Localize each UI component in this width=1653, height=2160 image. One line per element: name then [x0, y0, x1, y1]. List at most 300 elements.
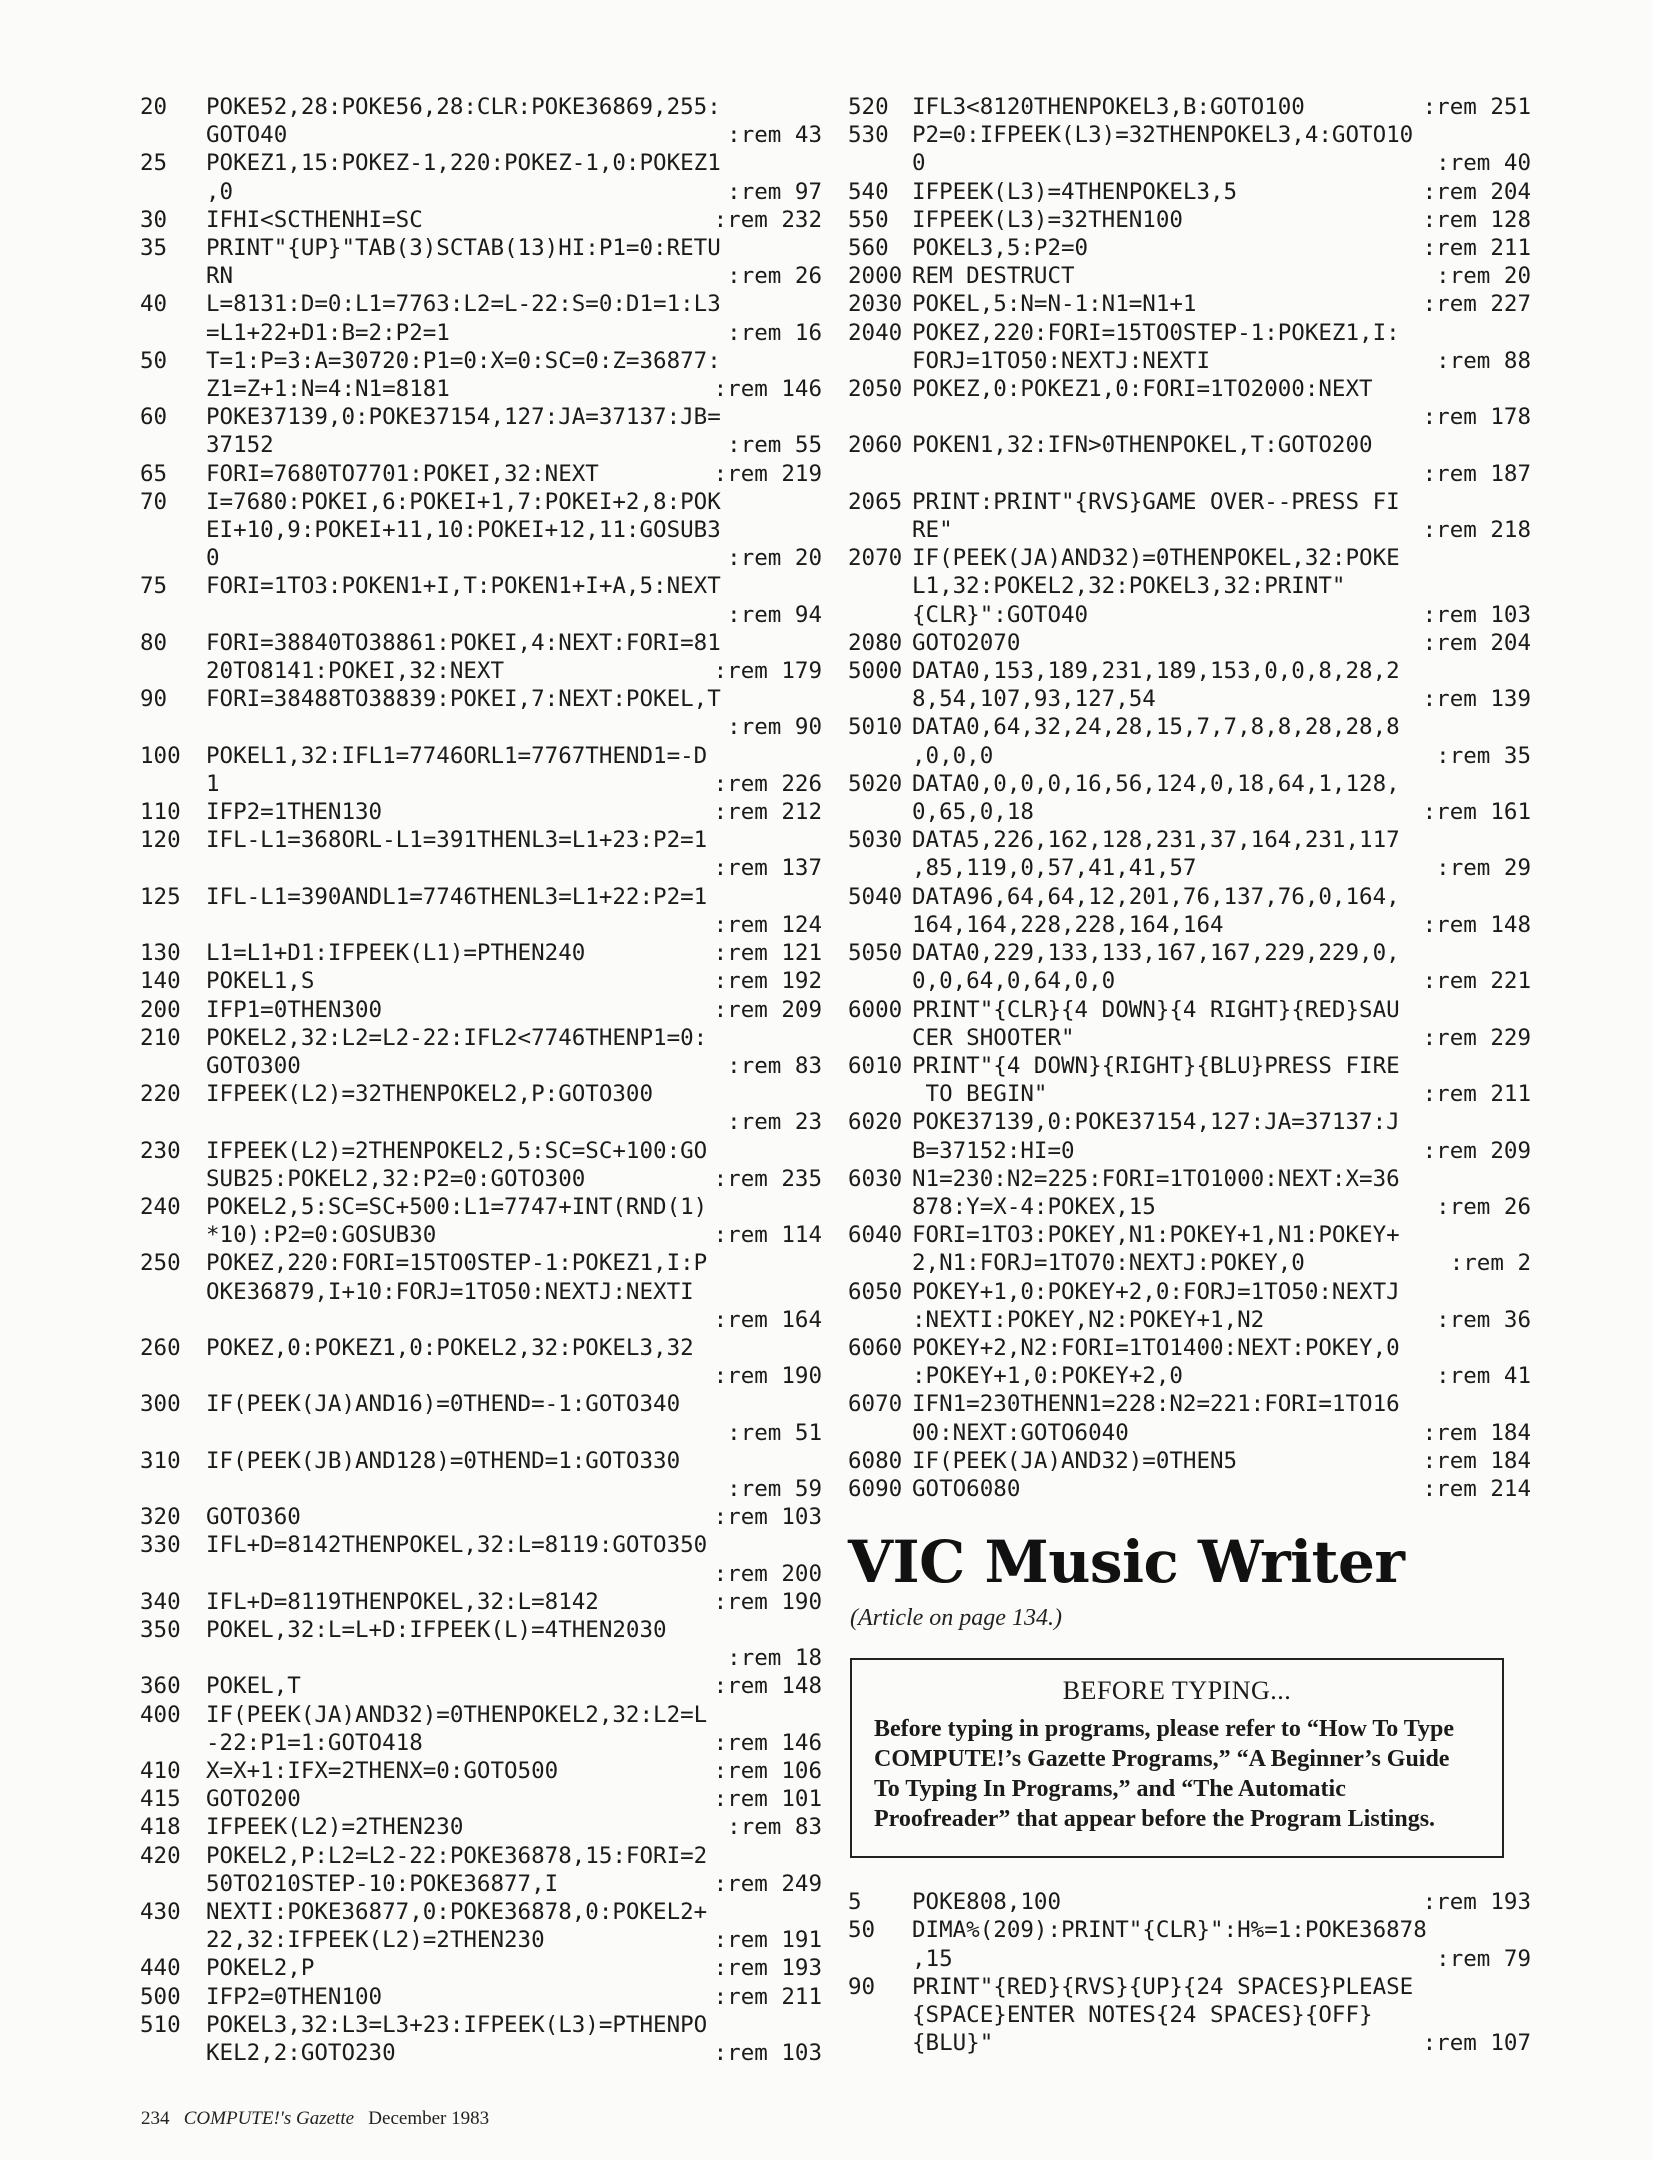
line-number: 2030 — [848, 291, 903, 318]
magazine-name: COMPUTE!'s Gazette — [183, 2108, 355, 2129]
line-number: 2080 — [848, 629, 903, 656]
box-text: Before typing in programs, please refer to “How To Type COMPUTE!’s Gazette Programs,” “A Beginner’s Guide To Typing In Programs,” and “The Automatic Proofreader” that appear before the Program Listings. — [874, 1716, 1454, 1833]
listing-line — [140, 206, 822, 234]
line-number: 5020 — [848, 770, 903, 797]
checksum-rem: :rem 204 — [1422, 629, 1531, 656]
listing-line — [848, 996, 1531, 1052]
listing-line — [848, 375, 1531, 431]
line-number: 410 — [140, 1757, 181, 1784]
checksum-rem: :rem 18 — [727, 1645, 822, 1672]
checksum-rem: :rem 190 — [713, 1588, 822, 1615]
listing-line — [848, 770, 1531, 826]
listing-line — [140, 572, 822, 628]
code-text: POKEL2,5:SC=SC+500:L1=7747+INT(RND(1) — [206, 1193, 708, 1220]
line-number: 100 — [140, 742, 181, 769]
article-title: VIC Music Writer — [848, 1528, 1405, 1597]
code-text: FORI=1TO3:POKEY,N1:POKEY+1,N1:POKEY+ — [912, 1222, 1400, 1249]
left-column — [140, 93, 822, 2067]
checksum-rem: :rem 209 — [713, 996, 822, 1023]
line-number: 5000 — [848, 658, 903, 685]
code-text: L=8131:D=0:L1=7763:L2=L-22:S=0:D1=1:L3 — [206, 291, 721, 318]
line-number: 230 — [140, 1137, 181, 1164]
code-text: DATA5,226,162,128,231,37,164,231,117 — [912, 827, 1400, 854]
listing-line — [848, 1221, 1531, 1277]
line-number: 6050 — [848, 1278, 903, 1305]
listing-line — [140, 93, 822, 149]
line-number: 5050 — [848, 940, 903, 967]
code-text: 8,54,107,93,127,54 — [912, 686, 1156, 713]
code-text: IFP2=1THEN130 — [206, 799, 383, 826]
code-text: DIMA%(209):PRINT"{CLR}":H%=1:POKE36878 — [912, 1917, 1427, 1944]
checksum-rem: :rem 41 — [1436, 1363, 1531, 1390]
line-number: 80 — [140, 629, 168, 656]
code-text: GOTO300 — [206, 1052, 301, 1079]
listing-line — [140, 1616, 822, 1672]
listing-line — [848, 121, 1531, 177]
checksum-rem: :rem 88 — [1436, 347, 1531, 374]
right-column — [848, 93, 1531, 2057]
code-text: 1 — [206, 770, 220, 797]
line-number: 120 — [140, 827, 181, 854]
checksum-rem: :rem 146 — [713, 376, 822, 403]
code-text: POKEL2,P — [206, 1955, 315, 1982]
listing-line — [140, 1842, 822, 1898]
listing-line — [848, 1916, 1531, 1972]
code-text: L1=L1+D1:IFPEEK(L1)=PTHEN240 — [206, 940, 586, 967]
code-text: IFL-L1=368ORL-L1=391THENL3=L1+23:P2=1 — [206, 827, 708, 854]
line-number: 550 — [848, 206, 889, 233]
listing-line — [140, 1080, 822, 1136]
code-text: IFPEEK(L2)=2THENPOKEL2,5:SC=SC+100:GO — [206, 1137, 708, 1164]
checksum-rem: :rem 114 — [713, 1222, 822, 1249]
checksum-rem: :rem 211 — [1422, 1081, 1531, 1108]
line-number: 5040 — [848, 883, 903, 910]
code-text: ,0 — [206, 178, 234, 205]
code-text: 50TO210STEP-10:POKE36877,I — [206, 1870, 559, 1897]
line-number: 6070 — [848, 1391, 903, 1418]
line-number: 360 — [140, 1673, 181, 1700]
checksum-rem: :rem 36 — [1436, 1306, 1531, 1333]
listing-line — [140, 488, 822, 573]
line-number: 540 — [848, 178, 889, 205]
listing-line — [848, 883, 1531, 939]
line-number: 140 — [140, 968, 181, 995]
line-number: 220 — [140, 1081, 181, 1108]
code-text: IF(PEEK(JA)AND32)=0THENPOKEL2,32:L2=L — [206, 1701, 708, 1728]
listing-line — [140, 290, 822, 346]
checksum-rem: :rem 43 — [727, 122, 822, 149]
line-number: 130 — [140, 940, 181, 967]
checksum-rem: :rem 26 — [727, 263, 822, 290]
code-text: IFL+D=8142THENPOKEL,32:L=8119:GOTO350 — [206, 1532, 708, 1559]
checksum-rem: :rem 178 — [1422, 404, 1531, 431]
listing-line — [140, 1785, 822, 1813]
line-number: 6080 — [848, 1447, 903, 1474]
checksum-rem: :rem 219 — [713, 460, 822, 487]
line-number: 350 — [140, 1616, 181, 1643]
code-text: NEXTI:POKE36877,0:POKE36878,0:POKEL2+ — [206, 1899, 708, 1925]
listing-line — [848, 234, 1531, 262]
code-text: 00:NEXT:GOTO6040 — [912, 1419, 1129, 1446]
checksum-rem: :rem 40 — [1436, 150, 1531, 177]
listing-line — [848, 939, 1531, 995]
code-text: POKEL,T — [206, 1673, 301, 1700]
code-text: POKEL2,32:L2=L2-22:IFL2<7746THENP1=0: — [206, 1024, 708, 1051]
checksum-rem: :rem 191 — [713, 1927, 822, 1954]
code-text: RN — [206, 263, 234, 290]
listing-line — [848, 1888, 1531, 1916]
code-text: I=7680:POKEI,6:POKEI+1,7:POKEI+2,8:POK — [206, 488, 721, 515]
line-number: 520 — [848, 94, 889, 120]
line-number: 415 — [140, 1786, 181, 1813]
checksum-rem: :rem 146 — [713, 1729, 822, 1756]
checksum-rem: :rem 200 — [713, 1560, 822, 1587]
code-text: 164,164,228,228,164,164 — [912, 911, 1224, 938]
checksum-rem: :rem 209 — [1422, 1137, 1531, 1164]
code-text: IFHI<SCTHENHI=SC — [206, 206, 423, 233]
checksum-rem: :rem 212 — [713, 799, 822, 826]
code-text: B=37152:HI=0 — [912, 1137, 1075, 1164]
checksum-rem: :rem 137 — [713, 855, 822, 882]
code-text: POKEL1,S — [206, 968, 315, 995]
listing-line — [848, 1334, 1531, 1390]
listing-line — [140, 1983, 822, 2011]
line-number: 530 — [848, 122, 889, 149]
code-text: IFL+D=8119THENPOKEL,32:L=8142 — [206, 1588, 599, 1615]
line-number: 500 — [140, 1983, 181, 2010]
listing-line — [140, 1531, 822, 1587]
line-number: 2040 — [848, 319, 903, 346]
listing-line — [848, 262, 1531, 290]
listing-line — [140, 1672, 822, 1700]
line-number: 110 — [140, 799, 181, 826]
code-text: P2=0:IFPEEK(L3)=32THENPOKEL3,4:GOTO10 — [912, 122, 1414, 149]
line-number: 60 — [140, 404, 168, 431]
line-number: 260 — [140, 1334, 181, 1361]
code-text: ,85,119,0,57,41,41,57 — [912, 855, 1197, 882]
listing-line — [140, 826, 822, 882]
listing-line — [140, 1024, 822, 1080]
code-text: IFPEEK(L3)=4THENPOKEL3,5 — [912, 178, 1238, 205]
code-text: 20TO8141:POKEI,32:NEXT — [206, 658, 505, 685]
checksum-rem: :rem 106 — [713, 1757, 822, 1784]
code-text: POKE808,100 — [912, 1889, 1062, 1916]
line-number: 340 — [140, 1588, 181, 1615]
line-number: 2050 — [848, 376, 903, 403]
checksum-rem: :rem 103 — [713, 2040, 822, 2067]
listing-line — [848, 1447, 1531, 1475]
listing-line — [848, 826, 1531, 882]
checksum-rem: :rem 249 — [713, 1870, 822, 1897]
line-number: 75 — [140, 573, 168, 600]
code-text: POKEZ1,15:POKEZ-1,220:POKEZ-1,0:POKEZ1 — [206, 150, 721, 177]
checksum-rem: :rem 211 — [1422, 235, 1531, 262]
code-text: OKE36879,I+10:FORJ=1TO50:NEXTJ:NEXTI — [206, 1278, 694, 1305]
code-text: ,15 — [912, 1945, 953, 1972]
line-number: 2060 — [848, 432, 903, 459]
listing-line — [848, 1278, 1531, 1334]
code-text: {CLR}":GOTO40 — [912, 601, 1089, 628]
listing-line — [848, 1475, 1531, 1503]
code-text: POKEZ,220:FORI=15TO0STEP-1:POKEZ1,I: — [912, 319, 1400, 346]
listing-line — [140, 1503, 822, 1531]
code-text: IFL3<8120THENPOKEL3,B:GOTO100 — [912, 94, 1305, 120]
code-text: POKEL3,32:L3=L3+23:IFPEEK(L3)=PTHENPO — [206, 2011, 708, 2038]
checksum-rem: :rem 226 — [713, 770, 822, 797]
listing-line — [140, 629, 822, 685]
checksum-rem: :rem 128 — [1422, 206, 1531, 233]
checksum-rem: :rem 192 — [713, 968, 822, 995]
checksum-rem: :rem 55 — [727, 432, 822, 459]
code-text: Z1=Z+1:N=4:N1=8181 — [206, 376, 450, 403]
line-number: 6090 — [848, 1475, 903, 1502]
line-number: 440 — [140, 1955, 181, 1982]
page-footer — [141, 2108, 489, 2130]
code-text: ,0,0,0 — [912, 742, 994, 769]
listing-line — [848, 713, 1531, 769]
listing-line — [140, 1954, 822, 1982]
checksum-rem: :rem 190 — [713, 1363, 822, 1390]
code-text: DATA96,64,64,12,201,76,137,76,0,164, — [912, 883, 1400, 910]
code-text: 37152 — [206, 432, 274, 459]
code-text: POKE37139,0:POKE37154,127:JA=37137:JB= — [206, 404, 721, 431]
code-text: DATA0,153,189,231,189,153,0,0,8,28,2 — [912, 658, 1400, 685]
code-text: KEL2,2:GOTO230 — [206, 2040, 396, 2067]
program-listing-left — [140, 93, 822, 2067]
line-number: 40 — [140, 291, 168, 318]
code-text: N1=230:N2=225:FORI=1TO1000:NEXT:X=36 — [912, 1165, 1400, 1192]
checksum-rem: :rem 251 — [1422, 94, 1531, 120]
code-text: POKE37139,0:POKE37154,127:JA=37137:J — [912, 1109, 1400, 1136]
line-number: 330 — [140, 1532, 181, 1559]
line-number: 2065 — [848, 488, 903, 515]
code-text: FORI=1TO3:POKEN1+I,T:POKEN1+I+A,5:NEXT — [206, 573, 721, 600]
listing-line — [140, 1137, 822, 1193]
listing-line — [848, 1052, 1531, 1108]
listing-line — [848, 93, 1531, 121]
listing-line — [848, 431, 1531, 487]
listing-line — [140, 1898, 822, 1954]
line-number: 420 — [140, 1842, 181, 1869]
code-text: PRINT"{UP}"TAB(3)SCTAB(13)HI:P1=0:RETU — [206, 235, 721, 262]
code-text: *10):P2=0:GOSUB30 — [206, 1222, 437, 1249]
line-number: 6010 — [848, 1052, 903, 1079]
code-text: 22,32:IFPEEK(L2)=2THEN230 — [206, 1927, 545, 1954]
checksum-rem: :rem 2 — [1449, 1250, 1531, 1277]
listing-line — [848, 290, 1531, 318]
line-number: 560 — [848, 235, 889, 262]
listing-line — [140, 1588, 822, 1616]
line-number: 90 — [848, 1973, 876, 2000]
code-text: PRINT"{4 DOWN}{RIGHT}{BLU}PRESS FIRE — [912, 1052, 1400, 1079]
code-text: POKE52,28:POKE56,28:CLR:POKE36869,255: — [206, 94, 721, 120]
code-text: =L1+22+D1:B=2:P2=1 — [206, 319, 450, 346]
code-text: DATA0,229,133,133,167,167,229,229,0, — [912, 940, 1400, 967]
listing-line — [848, 629, 1531, 657]
listing-line — [848, 1108, 1531, 1164]
checksum-rem: :rem 59 — [727, 1475, 822, 1502]
code-text: IFPEEK(L2)=2THEN230 — [206, 1814, 464, 1841]
listing-line — [140, 685, 822, 741]
checksum-rem: :rem 235 — [713, 1165, 822, 1192]
code-text: 878:Y=X-4:POKEX,15 — [912, 1193, 1156, 1220]
code-text: IF(PEEK(JA)AND32)=0THENPOKEL,32:POKE — [912, 545, 1400, 572]
line-number: 90 — [140, 686, 168, 713]
code-text: GOTO200 — [206, 1786, 301, 1813]
code-text: IFPEEK(L2)=32THENPOKEL2,P:GOTO300 — [206, 1081, 654, 1108]
line-number: 510 — [140, 2011, 181, 2038]
code-text: X=X+1:IFX=2THENX=0:GOTO500 — [206, 1757, 559, 1784]
code-text: SUB25:POKEL2,32:P2=0:GOTO300 — [206, 1165, 586, 1192]
checksum-rem: :rem 101 — [713, 1786, 822, 1813]
code-text: DATA0,64,32,24,28,15,7,7,8,8,28,28,8 — [912, 714, 1400, 741]
listing-line — [140, 2011, 822, 2067]
listing-line — [140, 1193, 822, 1249]
checksum-rem: :rem 83 — [727, 1814, 822, 1841]
checksum-rem: :rem 229 — [1422, 1024, 1531, 1051]
line-number: 320 — [140, 1504, 181, 1531]
code-text: DATA0,0,0,0,16,56,124,0,18,64,1,128, — [912, 770, 1400, 797]
checksum-rem: :rem 187 — [1422, 460, 1531, 487]
listing-line — [848, 488, 1531, 544]
code-text: IFP1=0THEN300 — [206, 996, 383, 1023]
line-number: 430 — [140, 1899, 181, 1925]
checksum-rem: :rem 214 — [1422, 1475, 1531, 1502]
code-text: REM DESTRUCT — [912, 263, 1075, 290]
line-number: 2070 — [848, 545, 903, 572]
listing-line — [140, 460, 822, 488]
line-number: 6040 — [848, 1222, 903, 1249]
checksum-rem: :rem 184 — [1422, 1419, 1531, 1446]
listing-line — [140, 1701, 822, 1757]
checksum-rem: :rem 218 — [1422, 517, 1531, 544]
checksum-rem: :rem 103 — [713, 1504, 822, 1531]
line-number: 5010 — [848, 714, 903, 741]
listing-line — [848, 1165, 1531, 1221]
code-text: PRINT:PRINT"{RVS}GAME OVER--PRESS FI — [912, 488, 1400, 515]
line-number: 310 — [140, 1447, 181, 1474]
code-text: POKEZ,0:POKEZ1,0:FORI=1TO2000:NEXT — [912, 376, 1373, 403]
code-text: 0,65,0,18 — [912, 799, 1034, 826]
code-text: 0,0,64,0,64,0,0 — [912, 968, 1116, 995]
code-text: FORJ=1TO50:NEXTJ:NEXTI — [912, 347, 1211, 374]
checksum-rem: :rem 103 — [1422, 601, 1531, 628]
code-text: FORI=38488TO38839:POKEI,7:NEXT:POKEL,T — [206, 686, 721, 713]
code-text: :POKEY+1,0:POKEY+2,0 — [912, 1363, 1183, 1390]
line-number: 5 — [848, 1889, 862, 1916]
code-text: GOTO40 — [206, 122, 288, 149]
code-text: TO BEGIN" — [912, 1081, 1048, 1108]
line-number: 25 — [140, 150, 168, 177]
listing-line — [848, 1973, 1531, 2058]
checksum-rem: :rem 148 — [713, 1673, 822, 1700]
line-number: 6000 — [848, 996, 903, 1023]
listing-line — [140, 1447, 822, 1503]
checksum-rem: :rem 193 — [1422, 1889, 1531, 1916]
listing-line — [140, 234, 822, 290]
code-text: GOTO6080 — [912, 1475, 1021, 1502]
checksum-rem: :rem 204 — [1422, 178, 1531, 205]
code-text: L1,32:POKEL2,32:POKEL3,32:PRINT" — [912, 573, 1346, 600]
checksum-rem: :rem 29 — [1436, 855, 1531, 882]
listing-line — [848, 178, 1531, 206]
code-text: POKEN1,32:IFN>0THENPOKEL,T:GOTO200 — [912, 432, 1373, 459]
code-text: IF(PEEK(JA)AND32)=0THEN5 — [912, 1447, 1238, 1474]
code-text: {BLU}" — [912, 2030, 994, 2057]
checksum-rem: :rem 16 — [727, 319, 822, 346]
music-writer-listing — [848, 1888, 1531, 2057]
listing-line — [140, 1390, 822, 1446]
checksum-rem: :rem 83 — [727, 1052, 822, 1079]
before-typing-box — [850, 1658, 1504, 1858]
code-text: GOTO360 — [206, 1504, 301, 1531]
code-text: POKEY+2,N2:FORI=1TO1400:NEXT:POKEY,0 — [912, 1334, 1400, 1361]
checksum-rem: :rem 121 — [713, 940, 822, 967]
line-number: 2000 — [848, 263, 903, 290]
line-number: 240 — [140, 1193, 181, 1220]
code-text: EI+10,9:POKEI+11,10:POKEI+12,11:GOSUB3 — [206, 517, 721, 544]
listing-line — [140, 347, 822, 403]
program-listing-right — [848, 93, 1531, 1503]
code-text: POKEL,32:L=L+D:IFPEEK(L)=4THEN2030 — [206, 1616, 667, 1643]
checksum-rem: :rem 124 — [713, 911, 822, 938]
checksum-rem: :rem 221 — [1422, 968, 1531, 995]
checksum-rem: :rem 179 — [713, 658, 822, 685]
code-text: T=1:P=3:A=30720:P1=0:X=0:SC=0:Z=36877: — [206, 347, 721, 374]
checksum-rem: :rem 161 — [1422, 799, 1531, 826]
listing-line — [140, 996, 822, 1024]
checksum-rem: :rem 164 — [713, 1306, 822, 1333]
code-text: IF(PEEK(JB)AND128)=0THEND=1:GOTO330 — [206, 1447, 681, 1474]
code-text: POKEZ,0:POKEZ1,0:POKEL2,32:POKEL3,32 — [206, 1334, 694, 1361]
line-number: 5030 — [848, 827, 903, 854]
checksum-rem: :rem 35 — [1436, 742, 1531, 769]
code-text: IFP2=0THEN100 — [206, 1983, 383, 2010]
code-text: PRINT"{RED}{RVS}{UP}{24 SPACES}PLEASE — [912, 1973, 1414, 2000]
code-text: -22:P1=1:GOTO418 — [206, 1729, 423, 1756]
checksum-rem: :rem 184 — [1422, 1447, 1531, 1474]
checksum-rem: :rem 79 — [1436, 1945, 1531, 1972]
listing-line — [848, 206, 1531, 234]
article-note: (Article on page 134.) — [850, 1605, 1062, 1632]
line-number: 30 — [140, 206, 168, 233]
line-number: 20 — [140, 94, 168, 120]
line-number: 6020 — [848, 1109, 903, 1136]
checksum-rem: :rem 97 — [727, 178, 822, 205]
code-text: POKEL3,5:P2=0 — [912, 235, 1089, 262]
listing-line — [140, 798, 822, 826]
listing-line — [140, 939, 822, 967]
line-number: 6030 — [848, 1165, 903, 1192]
checksum-rem: :rem 227 — [1422, 291, 1531, 318]
code-text: POKEL1,32:IFL1=7746ORL1=7767THEND1=-D — [206, 742, 708, 769]
line-number: 6060 — [848, 1334, 903, 1361]
code-text: {SPACE}ENTER NOTES{24 SPACES}{OFF} — [912, 2001, 1373, 2028]
code-text: IFN1=230THENN1=228:N2=221:FORI=1TO16 — [912, 1391, 1400, 1418]
checksum-rem: :rem 20 — [1436, 263, 1531, 290]
line-number: 125 — [140, 883, 181, 910]
code-text: PRINT"{CLR}{4 DOWN}{4 RIGHT}{RED}SAU — [912, 996, 1400, 1023]
code-text: IFPEEK(L3)=32THEN100 — [912, 206, 1183, 233]
line-number: 65 — [140, 460, 168, 487]
listing-line — [140, 1813, 822, 1841]
code-text: CER SHOOTER" — [912, 1024, 1075, 1051]
code-text: 2,N1:FORJ=1TO70:NEXTJ:POKEY,0 — [912, 1250, 1305, 1277]
checksum-rem: :rem 148 — [1422, 911, 1531, 938]
checksum-rem: :rem 193 — [713, 1955, 822, 1982]
checksum-rem: :rem 232 — [713, 206, 822, 233]
line-number: 210 — [140, 1024, 181, 1051]
